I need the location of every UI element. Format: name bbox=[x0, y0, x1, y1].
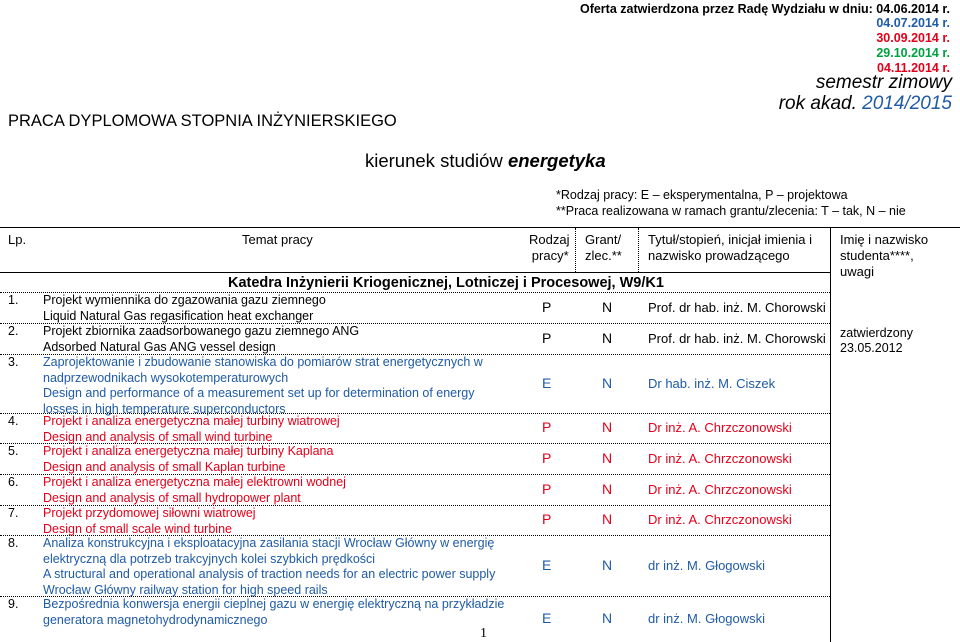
topic-line: Design of small scale wind turbine bbox=[43, 521, 232, 536]
topic-line: Zaprojektowanie i zbudowanie stanowiska do pomiarów strat energetycznych w bbox=[43, 355, 483, 369]
topic-line: Projekt zbiornika zaadsorbowanego gazu ziemnego ANG bbox=[43, 324, 360, 338]
type-col-divider bbox=[575, 228, 576, 272]
work-type: E bbox=[542, 610, 552, 626]
topic-line: Design and analysis of small Kaplan turbine bbox=[43, 459, 286, 474]
topic-cell bbox=[43, 293, 326, 324]
supervisor-name: Prof. dr hab. inż. M. Chorowski bbox=[648, 299, 826, 315]
topic-line: Projekt wymiennika do zgazowania gazu ziemnego bbox=[43, 293, 326, 307]
supervisor-name: Prof. dr hab. inż. M. Chorowski bbox=[648, 330, 826, 346]
topic-line: Design and analysis of small wind turbine bbox=[43, 429, 273, 444]
field-of-study: kierunek studiów energetyka bbox=[365, 150, 606, 171]
page-title: PRACA DYPLOMOWA STOPNIA INŻYNIERSKIEGO bbox=[8, 112, 397, 130]
header-lp: Lp. bbox=[8, 232, 27, 247]
semester-info: semestr zimowy rok akad. 2014/2015 bbox=[778, 72, 952, 114]
topic-line: Wrocław Główny railway station for high speed rails bbox=[43, 582, 328, 597]
header-grant: Grant/ zlec.** bbox=[585, 232, 622, 263]
work-type: P bbox=[542, 298, 552, 315]
page-number: 1 bbox=[480, 626, 487, 641]
topic-line: A structural and operational analysis of traction needs for an electric power supply bbox=[43, 567, 496, 581]
topic-cell bbox=[43, 506, 256, 537]
approval-line: Oferta zatwierdzona przez Radę Wydziału w dniu: 04.06.2014 r. bbox=[579, 2, 950, 16]
row-number: 3. bbox=[8, 355, 19, 369]
grant-flag: N bbox=[602, 419, 613, 435]
row-number: 9. bbox=[8, 597, 19, 611]
topic-line: Projekt i analiza energetyczna małej elektrowni wodnej bbox=[43, 475, 346, 489]
header-supervisor: Tytuł/stopień, inicjał imienia i nazwisko prowadzącego bbox=[648, 232, 813, 263]
supervisor-name: Dr inż. A. Chrzczonowski bbox=[648, 481, 792, 497]
topic-line: Bezpośrednia konwersja energii cieplnej gazu w energię elektryczną na przykładzie bbox=[43, 597, 505, 611]
topic-line: Projekt i analiza energetyczna małej turbiny Kaplana bbox=[43, 444, 334, 458]
grant-flag: N bbox=[602, 374, 613, 391]
grant-flag: N bbox=[602, 480, 613, 497]
approval-dates bbox=[876, 16, 950, 76]
topic-line: Analiza konstrukcyjna i eksploatacyjna zasilania stacji Wrocław Główny w energię bbox=[43, 536, 495, 550]
topic-line: elektryczną dla potrzeb trakcyjnych kolei szybkich prędkości bbox=[43, 551, 376, 566]
topic-cell bbox=[43, 536, 495, 598]
topic-line: Design and analysis of small hydropower plant bbox=[43, 490, 301, 505]
header-bottom-border bbox=[0, 272, 830, 273]
header-student: Imię i nazwisko studenta****, uwagi bbox=[840, 232, 929, 279]
supervisor-name: Dr inż. A. Chrzczonowski bbox=[648, 420, 792, 435]
table-top-border bbox=[0, 227, 960, 228]
topic-cell bbox=[43, 414, 340, 445]
row-number: 6. bbox=[8, 475, 19, 489]
supervisor-name: Dr inż. A. Chrzczonowski bbox=[648, 450, 792, 466]
approval-date: 30.09.2014 r. bbox=[876, 31, 950, 45]
student-column-border bbox=[830, 227, 831, 642]
grant-col-divider bbox=[638, 228, 639, 272]
work-type: P bbox=[542, 480, 552, 497]
supervisor-name: Dr hab. inż. M. Ciszek bbox=[648, 375, 776, 391]
student-note: zatwierdzony 23.05.2012 bbox=[840, 326, 913, 355]
topic-cell bbox=[43, 355, 483, 417]
topic-line: Projekt przydomowej siłowni wiatrowej bbox=[43, 506, 256, 520]
row-number: 7. bbox=[8, 506, 19, 520]
supervisor-name: dr inż. M. Głogowski bbox=[648, 611, 766, 626]
row-number: 1. bbox=[8, 293, 19, 307]
topic-cell bbox=[43, 475, 346, 506]
header-topic: Temat pracy bbox=[242, 232, 313, 247]
topic-line: nadprzewodnikach wysokotemperaturowych bbox=[43, 370, 289, 385]
grant-flag: N bbox=[602, 298, 613, 315]
topic-line: Projekt i analiza energetyczna małej turbiny wiatrowej bbox=[43, 414, 340, 428]
topic-line: Adsorbed Natural Gas ANG vessel design bbox=[43, 339, 276, 354]
topic-cell bbox=[43, 444, 333, 475]
work-type: E bbox=[542, 556, 552, 573]
grant-flag: N bbox=[602, 511, 613, 527]
row-number: 8. bbox=[8, 536, 19, 550]
approval-date: 04.07.2014 r. bbox=[876, 16, 950, 30]
topic-line: losses in high temperature superconductors bbox=[43, 401, 286, 416]
grant-flag: N bbox=[602, 449, 613, 466]
supervisor-name: Dr inż. A. Chrzczonowski bbox=[648, 512, 792, 527]
topic-line: Liquid Natural Gas regasification heat exchanger bbox=[43, 308, 314, 323]
topic-line: generatora magnetohydrodynamicznego bbox=[43, 612, 268, 627]
row-number: 4. bbox=[8, 414, 19, 428]
topic-cell bbox=[43, 597, 504, 628]
work-type: E bbox=[542, 374, 552, 391]
supervisor-name: dr inż. M. Głogowski bbox=[648, 557, 766, 573]
grant-flag: N bbox=[602, 556, 613, 573]
grant-flag: N bbox=[602, 610, 613, 626]
header-type: Rodzaj pracy* bbox=[529, 232, 570, 263]
row-number: 2. bbox=[8, 324, 19, 338]
topic-cell bbox=[43, 324, 359, 355]
work-type: P bbox=[542, 329, 552, 346]
work-type: P bbox=[542, 449, 552, 466]
topic-line: Design and performance of a measurement set up for determination of energy bbox=[43, 386, 475, 400]
grant-flag: N bbox=[602, 329, 613, 346]
approval-date: 04.11.2014 r. bbox=[877, 61, 950, 75]
row-number: 5. bbox=[8, 444, 19, 458]
department-heading: Katedra Inżynierii Kriogenicznej, Lotniczej i Procesowej, W9/K1 bbox=[228, 275, 664, 291]
work-type: P bbox=[542, 419, 552, 435]
type-notes: *Rodzaj pracy: E – eksperymentalna, P – projektowa **Praca realizowana w ramach grantu/zlecenia: T – tak, N – nie bbox=[556, 188, 906, 218]
work-type: P bbox=[542, 511, 552, 527]
approval-date: 29.10.2014 r. bbox=[876, 46, 950, 60]
